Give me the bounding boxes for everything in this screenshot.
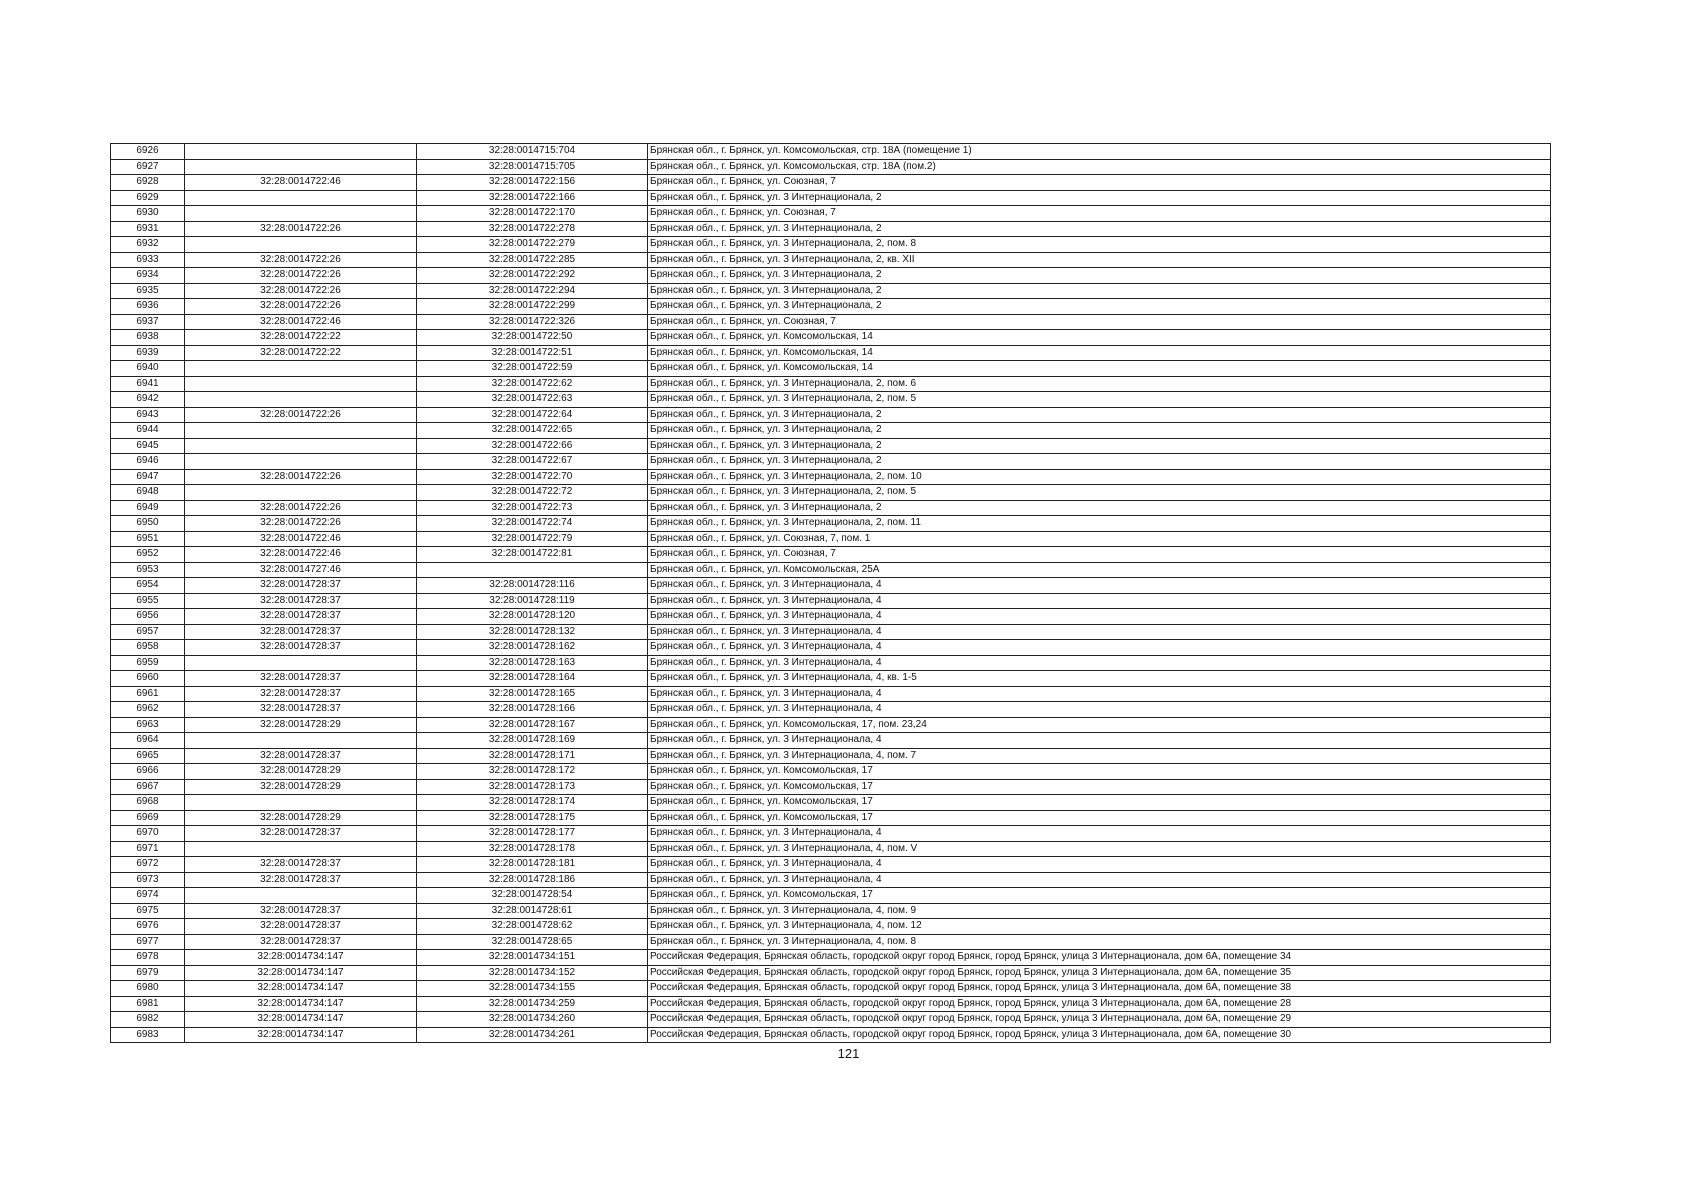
row-number: 6965 [111, 748, 185, 764]
address: Брянская обл., г. Брянск, ул. 3 Интернационала, 4 [648, 826, 1551, 842]
row-number: 6943 [111, 407, 185, 423]
table-row [111, 764, 1551, 780]
row-number: 6933 [111, 252, 185, 268]
cadastral-number: 32:28:0014722:278 [417, 221, 648, 237]
cadastral-number: 32:28:0014728:169 [417, 733, 648, 749]
cadastral-number: 32:28:0014722:299 [417, 299, 648, 315]
address: Брянская обл., г. Брянск, ул. 3 Интернационала, 4 [648, 872, 1551, 888]
address: Брянская обл., г. Брянск, ул. 3 Интернационала, 4 [648, 702, 1551, 718]
table-row [111, 996, 1551, 1012]
table-row [111, 981, 1551, 997]
cadastral-number: 32:28:0014722:326 [417, 314, 648, 330]
parent-cadastral-number: 32:28:0014734:147 [185, 996, 417, 1012]
parent-cadastral-number: 32:28:0014722:26 [185, 500, 417, 516]
cadastral-number: 32:28:0014722:279 [417, 237, 648, 253]
address: Брянская обл., г. Брянск, ул. 3 Интернационала, 4 [648, 686, 1551, 702]
table-row [111, 1027, 1551, 1043]
row-number: 6973 [111, 872, 185, 888]
address: Брянская обл., г. Брянск, ул. 3 Интернационала, 4 [648, 655, 1551, 671]
cadastral-number: 32:28:0014722:166 [417, 190, 648, 206]
cadastral-number: 32:28:0014715:705 [417, 159, 648, 175]
address: Брянская обл., г. Брянск, ул. 3 Интернационала, 2 [648, 500, 1551, 516]
address: Брянская обл., г. Брянск, ул. 3 Интернационала, 2 [648, 268, 1551, 284]
parent-cadastral-number: 32:28:0014728:37 [185, 702, 417, 718]
cadastral-number: 32:28:0014728:54 [417, 888, 648, 904]
cadastral-number: 32:28:0014728:164 [417, 671, 648, 687]
parent-cadastral-number [185, 144, 417, 160]
table-row [111, 454, 1551, 470]
row-number: 6941 [111, 376, 185, 392]
cadastral-number: 32:28:0014728:165 [417, 686, 648, 702]
row-number: 6950 [111, 516, 185, 532]
row-number: 6955 [111, 593, 185, 609]
address: Брянская обл., г. Брянск, ул. Союзная, 7 [648, 547, 1551, 563]
table-row [111, 330, 1551, 346]
cadastral-number: 32:28:0014728:162 [417, 640, 648, 656]
cadastral-number: 32:28:0014728:116 [417, 578, 648, 594]
parent-cadastral-number: 32:28:0014728:37 [185, 826, 417, 842]
parent-cadastral-number: 32:28:0014722:26 [185, 283, 417, 299]
property-table [110, 143, 1551, 1043]
parent-cadastral-number [185, 795, 417, 811]
address: Брянская обл., г. Брянск, ул. 3 Интернационала, 4 [648, 733, 1551, 749]
table-row [111, 872, 1551, 888]
address: Брянская обл., г. Брянск, ул. 3 Интернационала, 4 [648, 640, 1551, 656]
table-row [111, 206, 1551, 222]
parent-cadastral-number: 32:28:0014728:37 [185, 578, 417, 594]
cadastral-number: 32:28:0014722:73 [417, 500, 648, 516]
address: Российская Федерация, Брянская область, городской округ город Брянск, город Брянск, улица 3 Интернационала, дом 6А, помещение 35 [648, 965, 1551, 981]
parent-cadastral-number: 32:28:0014728:37 [185, 934, 417, 950]
parent-cadastral-number [185, 361, 417, 377]
row-number: 6930 [111, 206, 185, 222]
parent-cadastral-number: 32:28:0014722:46 [185, 531, 417, 547]
table-row [111, 562, 1551, 578]
table-row [111, 748, 1551, 764]
parent-cadastral-number: 32:28:0014722:26 [185, 221, 417, 237]
table-row [111, 469, 1551, 485]
table-row [111, 268, 1551, 284]
row-number: 6948 [111, 485, 185, 501]
address: Брянская обл., г. Брянск, ул. 3 Интернационала, 4 [648, 857, 1551, 873]
table-row [111, 795, 1551, 811]
address: Брянская обл., г. Брянск, ул. 3 Интернационала, 2 [648, 407, 1551, 423]
table-row [111, 578, 1551, 594]
cadastral-number: 32:28:0014722:59 [417, 361, 648, 377]
address: Брянская обл., г. Брянск, ул. Комсомольская, 17 [648, 888, 1551, 904]
address: Брянская обл., г. Брянск, ул. 3 Интернационала, 2 [648, 283, 1551, 299]
table-row [111, 485, 1551, 501]
cadastral-number: 32:28:0014722:79 [417, 531, 648, 547]
cadastral-number: 32:28:0014734:151 [417, 950, 648, 966]
address: Российская Федерация, Брянская область, городской округ город Брянск, город Брянск, улица 3 Интернационала, дом 6А, помещение 30 [648, 1027, 1551, 1043]
row-number: 6972 [111, 857, 185, 873]
cadastral-number: 32:28:0014722:65 [417, 423, 648, 439]
parent-cadastral-number: 32:28:0014722:26 [185, 469, 417, 485]
parent-cadastral-number: 32:28:0014734:147 [185, 965, 417, 981]
row-number: 6936 [111, 299, 185, 315]
address: Брянская обл., г. Брянск, ул. Комсомольская, 17 [648, 810, 1551, 826]
parent-cadastral-number [185, 485, 417, 501]
row-number: 6926 [111, 144, 185, 160]
address: Российская Федерация, Брянская область, городской округ город Брянск, город Брянск, улица 3 Интернационала, дом 6А, помещение 38 [648, 981, 1551, 997]
row-number: 6935 [111, 283, 185, 299]
row-number: 6949 [111, 500, 185, 516]
parent-cadastral-number [185, 376, 417, 392]
parent-cadastral-number: 32:28:0014722:26 [185, 268, 417, 284]
parent-cadastral-number: 32:28:0014728:37 [185, 903, 417, 919]
table-row [111, 159, 1551, 175]
cadastral-number: 32:28:0014722:62 [417, 376, 648, 392]
parent-cadastral-number [185, 423, 417, 439]
cadastral-number: 32:28:0014728:178 [417, 841, 648, 857]
table-row [111, 144, 1551, 160]
address: Брянская обл., г. Брянск, ул. 3 Интернационала, 2 [648, 438, 1551, 454]
address: Брянская обл., г. Брянск, ул. 3 Интернационала, 2, пом. 8 [648, 237, 1551, 253]
cadastral-number: 32:28:0014715:704 [417, 144, 648, 160]
parent-cadastral-number: 32:28:0014722:46 [185, 314, 417, 330]
cadastral-number: 32:28:0014722:170 [417, 206, 648, 222]
row-number: 6979 [111, 965, 185, 981]
address: Брянская обл., г. Брянск, ул. 3 Интернационала, 2 [648, 423, 1551, 439]
row-number: 6957 [111, 624, 185, 640]
cadastral-number: 32:28:0014722:72 [417, 485, 648, 501]
address: Брянская обл., г. Брянск, ул. 3 Интернационала, 2, кв. XII [648, 252, 1551, 268]
parent-cadastral-number [185, 841, 417, 857]
cadastral-number: 32:28:0014722:51 [417, 345, 648, 361]
row-number: 6937 [111, 314, 185, 330]
row-number: 6976 [111, 919, 185, 935]
parent-cadastral-number: 32:28:0014727:46 [185, 562, 417, 578]
address: Брянская обл., г. Брянск, ул. 3 Интернационала, 2, пом. 5 [648, 485, 1551, 501]
row-number: 6940 [111, 361, 185, 377]
parent-cadastral-number: 32:28:0014728:29 [185, 717, 417, 733]
row-number: 6944 [111, 423, 185, 439]
table-row [111, 826, 1551, 842]
cadastral-number: 32:28:0014728:163 [417, 655, 648, 671]
parent-cadastral-number: 32:28:0014722:46 [185, 547, 417, 563]
parent-cadastral-number: 32:28:0014728:37 [185, 748, 417, 764]
row-number: 6939 [111, 345, 185, 361]
table-row [111, 733, 1551, 749]
row-number: 6929 [111, 190, 185, 206]
parent-cadastral-number [185, 655, 417, 671]
address: Брянская обл., г. Брянск, ул. 3 Интернационала, 2, пом. 5 [648, 392, 1551, 408]
cadastral-number: 32:28:0014728:181 [417, 857, 648, 873]
table-row [111, 593, 1551, 609]
cadastral-number: 32:28:0014728:171 [417, 748, 648, 764]
row-number: 6951 [111, 531, 185, 547]
cadastral-number: 32:28:0014722:64 [417, 407, 648, 423]
address: Брянская обл., г. Брянск, ул. 3 Интернационала, 2, пом. 6 [648, 376, 1551, 392]
table-row [111, 950, 1551, 966]
cadastral-number: 32:28:0014722:50 [417, 330, 648, 346]
row-number: 6969 [111, 810, 185, 826]
address: Брянская обл., г. Брянск, ул. Комсомольская, 14 [648, 361, 1551, 377]
row-number: 6966 [111, 764, 185, 780]
row-number: 6967 [111, 779, 185, 795]
address: Брянская обл., г. Брянск, ул. Комсомольская, 17 [648, 795, 1551, 811]
cadastral-number: 32:28:0014728:177 [417, 826, 648, 842]
row-number: 6980 [111, 981, 185, 997]
address: Брянская обл., г. Брянск, ул. Союзная, 7 [648, 175, 1551, 191]
row-number: 6968 [111, 795, 185, 811]
cadastral-number: 32:28:0014734:261 [417, 1027, 648, 1043]
address: Российская Федерация, Брянская область, городской округ город Брянск, город Брянск, улица 3 Интернационала, дом 6А, помещение 28 [648, 996, 1551, 1012]
address: Брянская обл., г. Брянск, ул. 3 Интернационала, 2 [648, 299, 1551, 315]
address: Брянская обл., г. Брянск, ул. Комсомольская, 25А [648, 562, 1551, 578]
table-row [111, 531, 1551, 547]
address: Брянская обл., г. Брянск, ул. 3 Интернационала, 4, пом. 12 [648, 919, 1551, 935]
row-number: 6928 [111, 175, 185, 191]
cadastral-number: 32:28:0014734:155 [417, 981, 648, 997]
row-number: 6953 [111, 562, 185, 578]
table-row [111, 438, 1551, 454]
table-row [111, 252, 1551, 268]
parent-cadastral-number [185, 454, 417, 470]
table-row [111, 190, 1551, 206]
table-row [111, 934, 1551, 950]
cadastral-number: 32:28:0014728:186 [417, 872, 648, 888]
table-row [111, 314, 1551, 330]
cadastral-number: 32:28:0014728:120 [417, 609, 648, 625]
table-row [111, 609, 1551, 625]
table-row [111, 640, 1551, 656]
address: Российская Федерация, Брянская область, городской округ город Брянск, город Брянск, улица 3 Интернационала, дом 6А, помещение 34 [648, 950, 1551, 966]
cadastral-number: 32:28:0014734:152 [417, 965, 648, 981]
address: Брянская обл., г. Брянск, ул. 3 Интернационала, 4 [648, 593, 1551, 609]
parent-cadastral-number [185, 733, 417, 749]
table-row [111, 361, 1551, 377]
table-row [111, 919, 1551, 935]
address: Брянская обл., г. Брянск, ул. Комсомольская, стр. 18А (помещение 1) [648, 144, 1551, 160]
row-number: 6981 [111, 996, 185, 1012]
row-number: 6974 [111, 888, 185, 904]
row-number: 6962 [111, 702, 185, 718]
address: Брянская обл., г. Брянск, ул. 3 Интернационала, 2 [648, 190, 1551, 206]
row-number: 6934 [111, 268, 185, 284]
parent-cadastral-number: 32:28:0014734:147 [185, 950, 417, 966]
cadastral-number: 32:28:0014728:172 [417, 764, 648, 780]
parent-cadastral-number: 32:28:0014728:37 [185, 919, 417, 935]
cadastral-number: 32:28:0014722:67 [417, 454, 648, 470]
row-number: 6983 [111, 1027, 185, 1043]
row-number: 6927 [111, 159, 185, 175]
cadastral-number: 32:28:0014722:156 [417, 175, 648, 191]
row-number: 6977 [111, 934, 185, 950]
cadastral-number: 32:28:0014728:62 [417, 919, 648, 935]
cadastral-number: 32:28:0014722:74 [417, 516, 648, 532]
table-row [111, 283, 1551, 299]
address: Брянская обл., г. Брянск, ул. 3 Интернационала, 2, пом. 10 [648, 469, 1551, 485]
parent-cadastral-number: 32:28:0014722:26 [185, 516, 417, 532]
address: Брянская обл., г. Брянск, ул. Союзная, 7 [648, 314, 1551, 330]
cadastral-number [417, 562, 648, 578]
address: Брянская обл., г. Брянск, ул. 3 Интернационала, 4 [648, 578, 1551, 594]
table-row [111, 857, 1551, 873]
parent-cadastral-number: 32:28:0014728:37 [185, 640, 417, 656]
cadastral-number: 32:28:0014728:132 [417, 624, 648, 640]
row-number: 6964 [111, 733, 185, 749]
table-row [111, 407, 1551, 423]
parent-cadastral-number: 32:28:0014734:147 [185, 1027, 417, 1043]
cadastral-number: 32:28:0014728:175 [417, 810, 648, 826]
table-row [111, 423, 1551, 439]
address: Брянская обл., г. Брянск, ул. Союзная, 7, пом. 1 [648, 531, 1551, 547]
row-number: 6959 [111, 655, 185, 671]
table-row [111, 392, 1551, 408]
address: Брянская обл., г. Брянск, ул. 3 Интернационала, 4, пом. 7 [648, 748, 1551, 764]
table-row [111, 717, 1551, 733]
row-number: 6931 [111, 221, 185, 237]
address: Брянская обл., г. Брянск, ул. Комсомольская, 14 [648, 345, 1551, 361]
cadastral-number: 32:28:0014728:119 [417, 593, 648, 609]
row-number: 6971 [111, 841, 185, 857]
address: Брянская обл., г. Брянск, ул. 3 Интернационала, 4, пом. 8 [648, 934, 1551, 950]
row-number: 6963 [111, 717, 185, 733]
address: Брянская обл., г. Брянск, ул. 3 Интернационала, 2 [648, 221, 1551, 237]
table-row [111, 547, 1551, 563]
address: Брянская обл., г. Брянск, ул. Союзная, 7 [648, 206, 1551, 222]
table-row [111, 888, 1551, 904]
row-number: 6946 [111, 454, 185, 470]
parent-cadastral-number: 32:28:0014728:29 [185, 764, 417, 780]
row-number: 6938 [111, 330, 185, 346]
row-number: 6942 [111, 392, 185, 408]
parent-cadastral-number: 32:28:0014728:37 [185, 624, 417, 640]
row-number: 6958 [111, 640, 185, 656]
table-row [111, 345, 1551, 361]
parent-cadastral-number: 32:28:0014728:37 [185, 686, 417, 702]
address: Брянская обл., г. Брянск, ул. 3 Интернационала, 4, пом. V [648, 841, 1551, 857]
address: Брянская обл., г. Брянск, ул. 3 Интернационала, 2, пом. 11 [648, 516, 1551, 532]
cadastral-number: 32:28:0014728:174 [417, 795, 648, 811]
address: Брянская обл., г. Брянск, ул. 3 Интернационала, 2 [648, 454, 1551, 470]
address: Брянская обл., г. Брянск, ул. Комсомольская, 14 [648, 330, 1551, 346]
row-number: 6970 [111, 826, 185, 842]
parent-cadastral-number: 32:28:0014722:26 [185, 407, 417, 423]
cadastral-number: 32:28:0014722:66 [417, 438, 648, 454]
row-number: 6960 [111, 671, 185, 687]
table-row [111, 516, 1551, 532]
row-number: 6975 [111, 903, 185, 919]
row-number: 6982 [111, 1012, 185, 1028]
address: Брянская обл., г. Брянск, ул. 3 Интернационала, 4 [648, 609, 1551, 625]
parent-cadastral-number: 32:28:0014722:22 [185, 330, 417, 346]
parent-cadastral-number: 32:28:0014722:26 [185, 299, 417, 315]
row-number: 6956 [111, 609, 185, 625]
address: Брянская обл., г. Брянск, ул. 3 Интернационала, 4, пом. 9 [648, 903, 1551, 919]
cadastral-number: 32:28:0014728:65 [417, 934, 648, 950]
cadastral-number: 32:28:0014722:81 [417, 547, 648, 563]
table-row [111, 779, 1551, 795]
parent-cadastral-number [185, 159, 417, 175]
cadastral-number: 32:28:0014728:167 [417, 717, 648, 733]
row-number: 6961 [111, 686, 185, 702]
parent-cadastral-number: 32:28:0014728:37 [185, 872, 417, 888]
table-row [111, 702, 1551, 718]
parent-cadastral-number: 32:28:0014722:22 [185, 345, 417, 361]
parent-cadastral-number [185, 190, 417, 206]
address: Брянская обл., г. Брянск, ул. Комсомольская, 17 [648, 779, 1551, 795]
table-row [111, 965, 1551, 981]
table-row [111, 686, 1551, 702]
cadastral-number: 32:28:0014734:260 [417, 1012, 648, 1028]
parent-cadastral-number: 32:28:0014728:37 [185, 593, 417, 609]
table-row [111, 175, 1551, 191]
address: Брянская обл., г. Брянск, ул. Комсомольская, 17, пом. 23,24 [648, 717, 1551, 733]
table-row [111, 221, 1551, 237]
parent-cadastral-number: 32:28:0014722:26 [185, 252, 417, 268]
cadastral-number: 32:28:0014722:294 [417, 283, 648, 299]
parent-cadastral-number: 32:28:0014728:29 [185, 810, 417, 826]
parent-cadastral-number [185, 438, 417, 454]
row-number: 6954 [111, 578, 185, 594]
page-number: 121 [837, 1046, 860, 1061]
cadastral-number: 32:28:0014728:61 [417, 903, 648, 919]
parent-cadastral-number: 32:28:0014734:147 [185, 1012, 417, 1028]
row-number: 6932 [111, 237, 185, 253]
parent-cadastral-number: 32:28:0014728:37 [185, 609, 417, 625]
cadastral-number: 32:28:0014734:259 [417, 996, 648, 1012]
address: Брянская обл., г. Брянск, ул. 3 Интернационала, 4, кв. 1-5 [648, 671, 1551, 687]
table-row [111, 655, 1551, 671]
parent-cadastral-number [185, 392, 417, 408]
parent-cadastral-number [185, 237, 417, 253]
cadastral-number: 32:28:0014722:70 [417, 469, 648, 485]
table-row [111, 1012, 1551, 1028]
address: Брянская обл., г. Брянск, ул. Комсомольская, стр. 18А (пом.2) [648, 159, 1551, 175]
table-row [111, 237, 1551, 253]
table-row [111, 841, 1551, 857]
cadastral-number: 32:28:0014728:173 [417, 779, 648, 795]
row-number: 6978 [111, 950, 185, 966]
row-number: 6947 [111, 469, 185, 485]
table-body [111, 144, 1551, 1043]
cadastral-number: 32:28:0014728:166 [417, 702, 648, 718]
table-row [111, 376, 1551, 392]
table-row [111, 500, 1551, 516]
parent-cadastral-number: 32:28:0014728:37 [185, 671, 417, 687]
table-row [111, 671, 1551, 687]
parent-cadastral-number [185, 206, 417, 222]
cadastral-number: 32:28:0014722:63 [417, 392, 648, 408]
address: Российская Федерация, Брянская область, городской округ город Брянск, город Брянск, улица 3 Интернационала, дом 6А, помещение 29 [648, 1012, 1551, 1028]
row-number: 6945 [111, 438, 185, 454]
table-row [111, 624, 1551, 640]
cadastral-number: 32:28:0014722:285 [417, 252, 648, 268]
parent-cadastral-number: 32:28:0014728:37 [185, 857, 417, 873]
table-row [111, 903, 1551, 919]
address: Брянская обл., г. Брянск, ул. Комсомольская, 17 [648, 764, 1551, 780]
address: Брянская обл., г. Брянск, ул. 3 Интернационала, 4 [648, 624, 1551, 640]
table-row [111, 810, 1551, 826]
parent-cadastral-number: 32:28:0014728:29 [185, 779, 417, 795]
parent-cadastral-number: 32:28:0014722:46 [185, 175, 417, 191]
parent-cadastral-number: 32:28:0014734:147 [185, 981, 417, 997]
cadastral-number: 32:28:0014722:292 [417, 268, 648, 284]
table-row [111, 299, 1551, 315]
parent-cadastral-number [185, 888, 417, 904]
row-number: 6952 [111, 547, 185, 563]
